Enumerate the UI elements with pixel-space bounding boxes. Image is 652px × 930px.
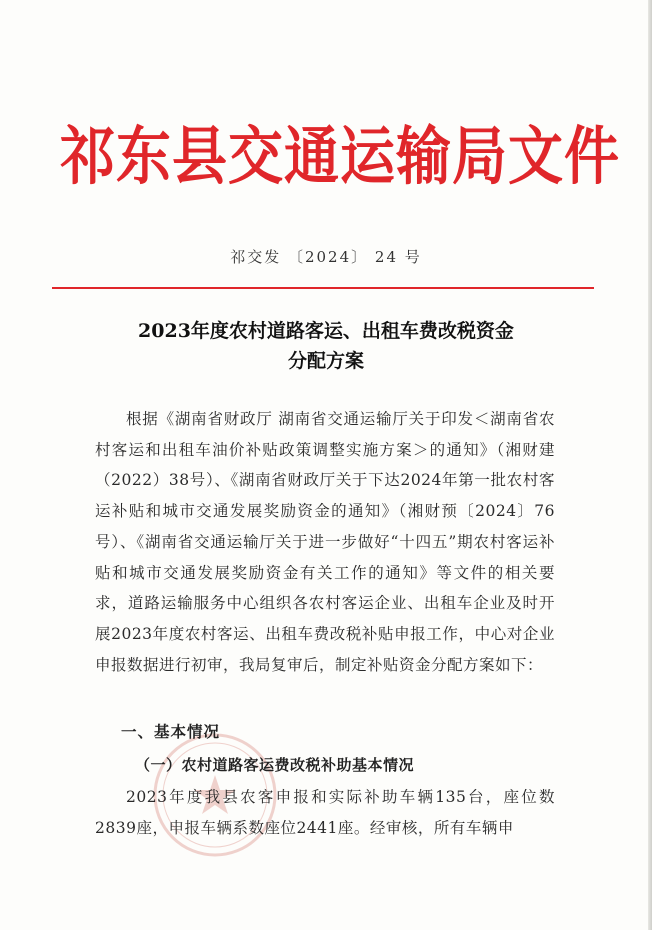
body-paragraph-1: 根据《湖南省财政厅 湖南省交通运输厅关于印发＜湖南省农村客运和出租车油价补贴政策调整实施方案＞的通知》（湘财建（2022）38号）、《湖南省财政厅关于下达2024年第一批农村客运补贴和城市交通发展奖励资金的通知》（湘财预〔2024〕76号）、《湖南省交通运输厅关于进一步做好“十四五”期农村客运补贴和城市交通发展奖励资金有关工作的通知》等文件的相关要求，道路运输服务中心组织各农村客运企业、出租车企业及时开展2023年度农村客运、出租车费改税补贴申报工作，中心对企业申报数据进行初审，我局复审后，制定补贴资金分配方案如下： (95, 410, 555, 674)
body-paragraph-2: 2023年度我县农客申报和实际补助车辆135台，座位数2839座，申报车辆系数座位2441座。经审核，所有车辆申 (95, 788, 555, 837)
red-divider-line (52, 287, 594, 289)
document-title (60, 316, 592, 376)
subsection-heading-1: （一）农村道路客运费改税补助基本情况 (135, 756, 415, 774)
section-heading-1: 一、基本情况 (121, 722, 221, 741)
title-line-2: 分配方案 (287, 350, 364, 372)
page-edge (648, 0, 652, 930)
masthead-title: 祁东县交通运输局文件 (60, 118, 621, 193)
title-line-1: 2023年度农村道路客运、出租车费改税资金 (138, 320, 514, 342)
document-number: 祁交发 〔2024〕 24 号 (230, 248, 422, 266)
